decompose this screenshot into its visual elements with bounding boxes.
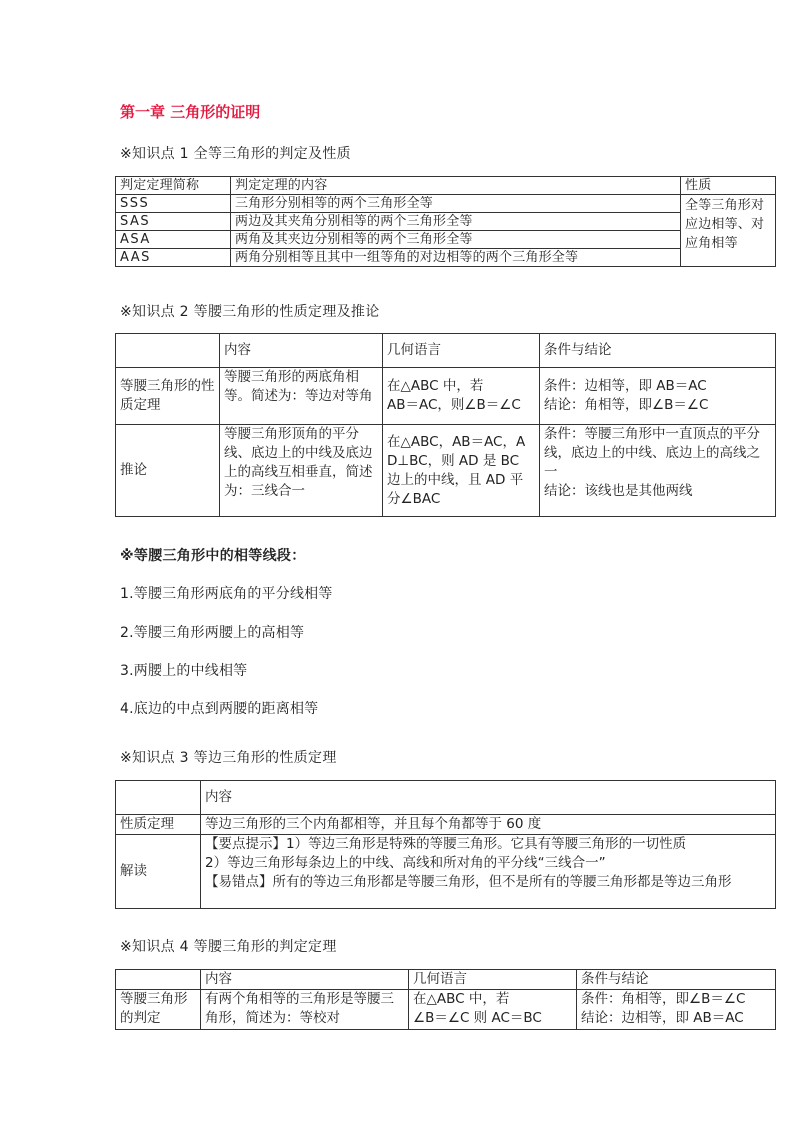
content-cell: 等腰三角形顶角的平分线、底边上的中线及底边上的高线互相垂直，简述为：三线合一 xyxy=(220,425,383,517)
abbr-cell: AAS xyxy=(116,249,231,267)
list-item: 3.两腰上的中线相等 xyxy=(120,663,248,679)
abbr-cell: ASA xyxy=(116,231,231,249)
table-header-row xyxy=(116,177,776,195)
table-row xyxy=(116,249,776,267)
geo-line: AB＝AC，则∠B＝∠C xyxy=(387,397,521,413)
note-line: 【易错点】所有的等边三角形都是等腰三角形，但不是所有的等腰三角形都是等边三角形 xyxy=(205,874,732,890)
kp1-table xyxy=(115,176,776,267)
cond-cell xyxy=(540,425,776,517)
geo-line: ∠B＝∠C 则 AC＝BC xyxy=(413,1010,542,1026)
cond-line: 结论：该线也是其他两线 xyxy=(544,483,693,499)
cond-line: 条件：角相等，即∠B＝∠C xyxy=(581,991,746,1007)
table-row xyxy=(116,835,776,909)
row-name-cell: 等腰三角形的性质定理 xyxy=(116,368,220,425)
geo-cell xyxy=(409,990,577,1030)
header-cell: 几何语言 xyxy=(409,970,577,990)
table-row xyxy=(116,990,776,1030)
table-row xyxy=(116,213,776,231)
cond-line: 条件：边相等，即 AB＝AC xyxy=(544,378,707,394)
content-cell: 两角分别相等且其中一组等角的对边相等的两个三角形全等 xyxy=(231,249,681,267)
content-cell xyxy=(201,835,776,909)
content-cell: 两角及其夹边分别相等的两个三角形全等 xyxy=(231,231,681,249)
header-cell: 条件与结论 xyxy=(577,970,776,990)
header-cell: 性质 xyxy=(681,177,776,195)
table-row xyxy=(116,368,776,425)
list-item: 4.底边的中点到两腰的距离相等 xyxy=(120,701,319,717)
equal-segments-heading: ※等腰三角形中的相等线段： xyxy=(120,548,306,564)
row-name-cell: 推论 xyxy=(116,425,220,517)
content-cell: 等腰三角形的两底角相等。简述为：等边对等角 xyxy=(220,368,383,425)
header-cell: 内容 xyxy=(220,334,383,368)
cond-cell xyxy=(540,368,776,425)
header-cell: 条件与结论 xyxy=(540,334,776,368)
header-cell: 几何语言 xyxy=(383,334,540,368)
row-name-cell: 等腰三角形的判定 xyxy=(116,990,201,1030)
content-cell: 两边及其夹角分别相等的两个三角形全等 xyxy=(231,213,681,231)
kp3-heading: ※知识点 3 等边三角形的性质定理 xyxy=(120,750,337,766)
header-cell xyxy=(116,970,201,990)
kp4-table xyxy=(115,969,776,1030)
geo-line: 在△ABC 中，若 xyxy=(387,378,484,394)
content-cell: 等边三角形的三个内角都相等，并且每个角都等于 60 度 xyxy=(201,815,776,835)
table-row xyxy=(116,195,776,213)
geo-line: 在△ABC 中，若 xyxy=(413,991,510,1007)
kp3-table xyxy=(115,780,776,909)
cond-line: 结论：角相等，即∠B＝∠C xyxy=(544,397,709,413)
kp2-table xyxy=(115,333,776,517)
property-cell: 全等三角形对应边相等、对应角相等 xyxy=(681,195,776,267)
abbr-cell: SAS xyxy=(116,213,231,231)
header-cell: 内容 xyxy=(201,781,776,815)
header-cell xyxy=(116,781,201,815)
table-header-row xyxy=(116,970,776,990)
geo-cell xyxy=(383,368,540,425)
header-cell: 判定定理简称 xyxy=(116,177,231,195)
list-item: 2.等腰三角形两腰上的高相等 xyxy=(120,625,305,641)
content-cell: 有两个角相等的三角形是等腰三角形，简述为：等校对 xyxy=(201,990,409,1030)
chapter-title: 第一章 三角形的证明 xyxy=(120,103,261,121)
cond-line: 结论：边相等，即 AB＝AC xyxy=(581,1010,744,1026)
table-header-row xyxy=(116,781,776,815)
row-name-cell: 性质定理 xyxy=(116,815,201,835)
header-cell: 内容 xyxy=(201,970,409,990)
note-line: 【要点提示】1）等边三角形是特殊的等腰三角形。它具有等腰三角形的一切性质 xyxy=(205,836,687,852)
header-cell: 判定定理的内容 xyxy=(231,177,681,195)
content-cell: 三角形分别相等的两个三角形全等 xyxy=(231,195,681,213)
table-row xyxy=(116,231,776,249)
note-line: 2）等边三角形每条边上的中线、高线和所对角的平分线“三线合一” xyxy=(205,855,606,871)
table-header-row xyxy=(116,334,776,368)
kp2-heading: ※知识点 2 等腰三角形的性质定理及推论 xyxy=(120,304,380,320)
cond-cell xyxy=(577,990,776,1030)
header-cell xyxy=(116,334,220,368)
kp1-heading: ※知识点 1 全等三角形的判定及性质 xyxy=(120,146,351,162)
list-item: 1.等腰三角形两底角的平分线相等 xyxy=(120,586,333,602)
kp4-heading: ※知识点 4 等腰三角形的判定定理 xyxy=(120,939,337,955)
table-row xyxy=(116,815,776,835)
cond-line: 条件：等腰三角形中一直顶点的平分线，底边上的中线、底边上的高线之一 xyxy=(544,426,760,480)
geo-cell: 在△ABC，AB＝AC，AD⊥BC，则 AD 是 BC 边上的中线，且 AD 平分∠BAC xyxy=(383,425,540,517)
row-name-cell: 解读 xyxy=(116,835,201,909)
table-row xyxy=(116,425,776,517)
abbr-cell: SSS xyxy=(116,195,231,213)
